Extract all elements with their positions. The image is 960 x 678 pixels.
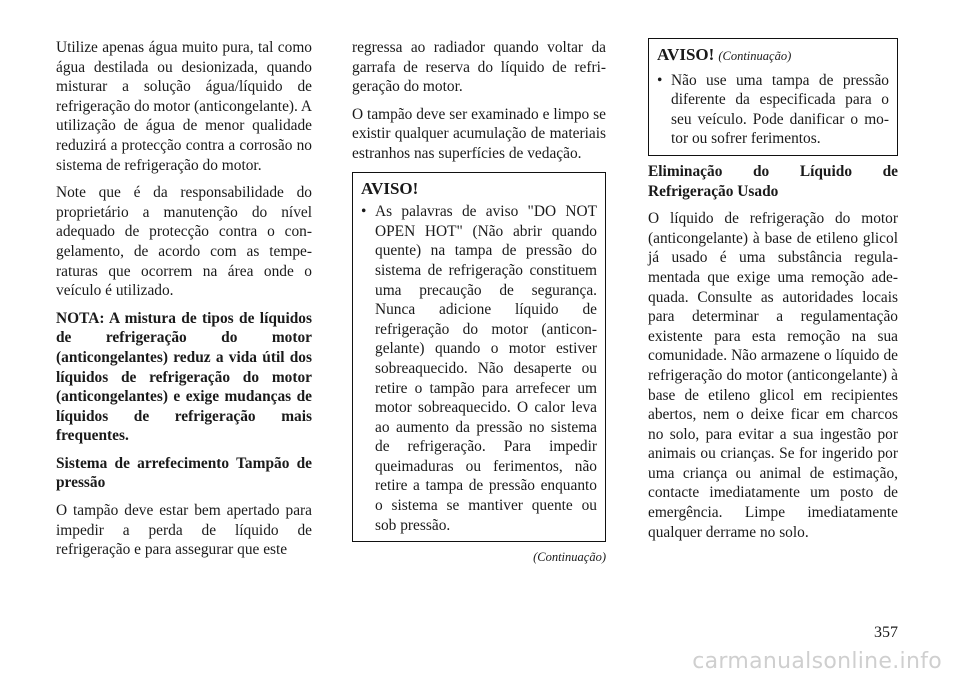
warning-title: AVISO! — [361, 178, 419, 198]
page-number: 357 — [874, 624, 898, 641]
continued-label: (Continuação) — [533, 550, 606, 565]
warning-bullet: • As palavras de aviso "DO NOT OPEN HOT" (Não abrir quando quente) na tampa de pressão do sistema de refrigeração constituem uma precaução de segurança. Nunca adicione líquido de refrigeração do motor (anticongelante) quando o motor estiver sobreaquecido. Não desaperte ou retire o tampão para arrefecer um motor sobreaquecido. O calor leva ao aumento da pressão no sistema de refrigeração. Para impedir queimaduras ou ferimentos, não retire a tampa de pressão enquanto o sistema se mantiver quente ou sob pressão. — [361, 202, 597, 535]
paragraph-cap-tight: O tampão deve estar bem apertado para impedir a perda de líquido de refrigeração e para assegurar que este — [56, 502, 312, 559]
section-heading-coolant-disposal: Eliminação do Líquido de Refrigeração Usado — [648, 162, 898, 200]
section-heading-pressure-cap: Sistema de arrefecimento Tampão de pressão — [56, 454, 312, 492]
warning-bullet: • Não use uma tampa de pressão diferente da especificada para o seu veículo. Pode danificar o motor ou sofrer ferimentos. — [657, 71, 889, 149]
paragraph-returns-radiator: regressa ao radiador quando voltar da garrafa de reserva do líquido de refrigeração do motor. — [352, 39, 606, 96]
paragraph-water-quality: Utilize apenas água muito pura, tal como água destilada ou desionizada, quando misturar a solução água/líquido de refrigeração do motor (anticongelante). A utilização de água de menor qualidade reduzirá a protecção contra a corrosão no sistema de refrigeração do motor. — [56, 39, 312, 174]
warning-title-text: AVISO! — [657, 45, 715, 64]
watermark: carmanualsonline.info — [692, 649, 942, 674]
warning-continued-label: (Continuação) — [718, 49, 792, 63]
column-middle — [352, 38, 606, 568]
column-right — [648, 38, 898, 550]
warning-box-hot-cap — [352, 172, 606, 543]
paragraph-coolant-disposal: O líquido de refrigeração do motor (anticongelante) à base de etileno glicol já usado é uma substância regulamentada que exige uma remoção adequada. Consulte as autoridades locais para determinar a regulamentação existente para esta remoção na sua comunidade. Não armazene o líquido de refrigeração do motor (anticongelante) à base de etileno glicol em recipientes abertos, nem o deixe ficar em charcos no solo, para evitar a sua ingestão por animais ou crianças. Se for ingerido por uma criança ou animal de estimação, contacte imediatamente um posto de emergência. Limpe imediatamente qualquer derrame no solo. — [648, 210, 898, 541]
note-mixing-coolants: NOTA: A mistura de tipos de líquidos de refrigeração do motor (anticongelantes) reduz a vida útil dos líquidos de refrigeração do motor (anticongelantes) e exige mudanças de líquidos de refrigeração mais frequentes. — [56, 309, 312, 445]
warning-box-continued — [648, 38, 898, 156]
column-left — [56, 38, 312, 568]
paragraph-cap-inspect: O tampão deve ser examinado e limpo se existir qualquer acumulação de materiais estranhos nas superfícies de vedação. — [352, 105, 606, 162]
paragraph-owner-responsibility: Note que é da responsabilidade do proprietário a manutenção do nível adequado de protecção contra o congelamento, de acordo com as temperaturas que ocorrem na área onde o veículo é utilizado. — [56, 184, 312, 300]
warning-title — [657, 45, 889, 67]
